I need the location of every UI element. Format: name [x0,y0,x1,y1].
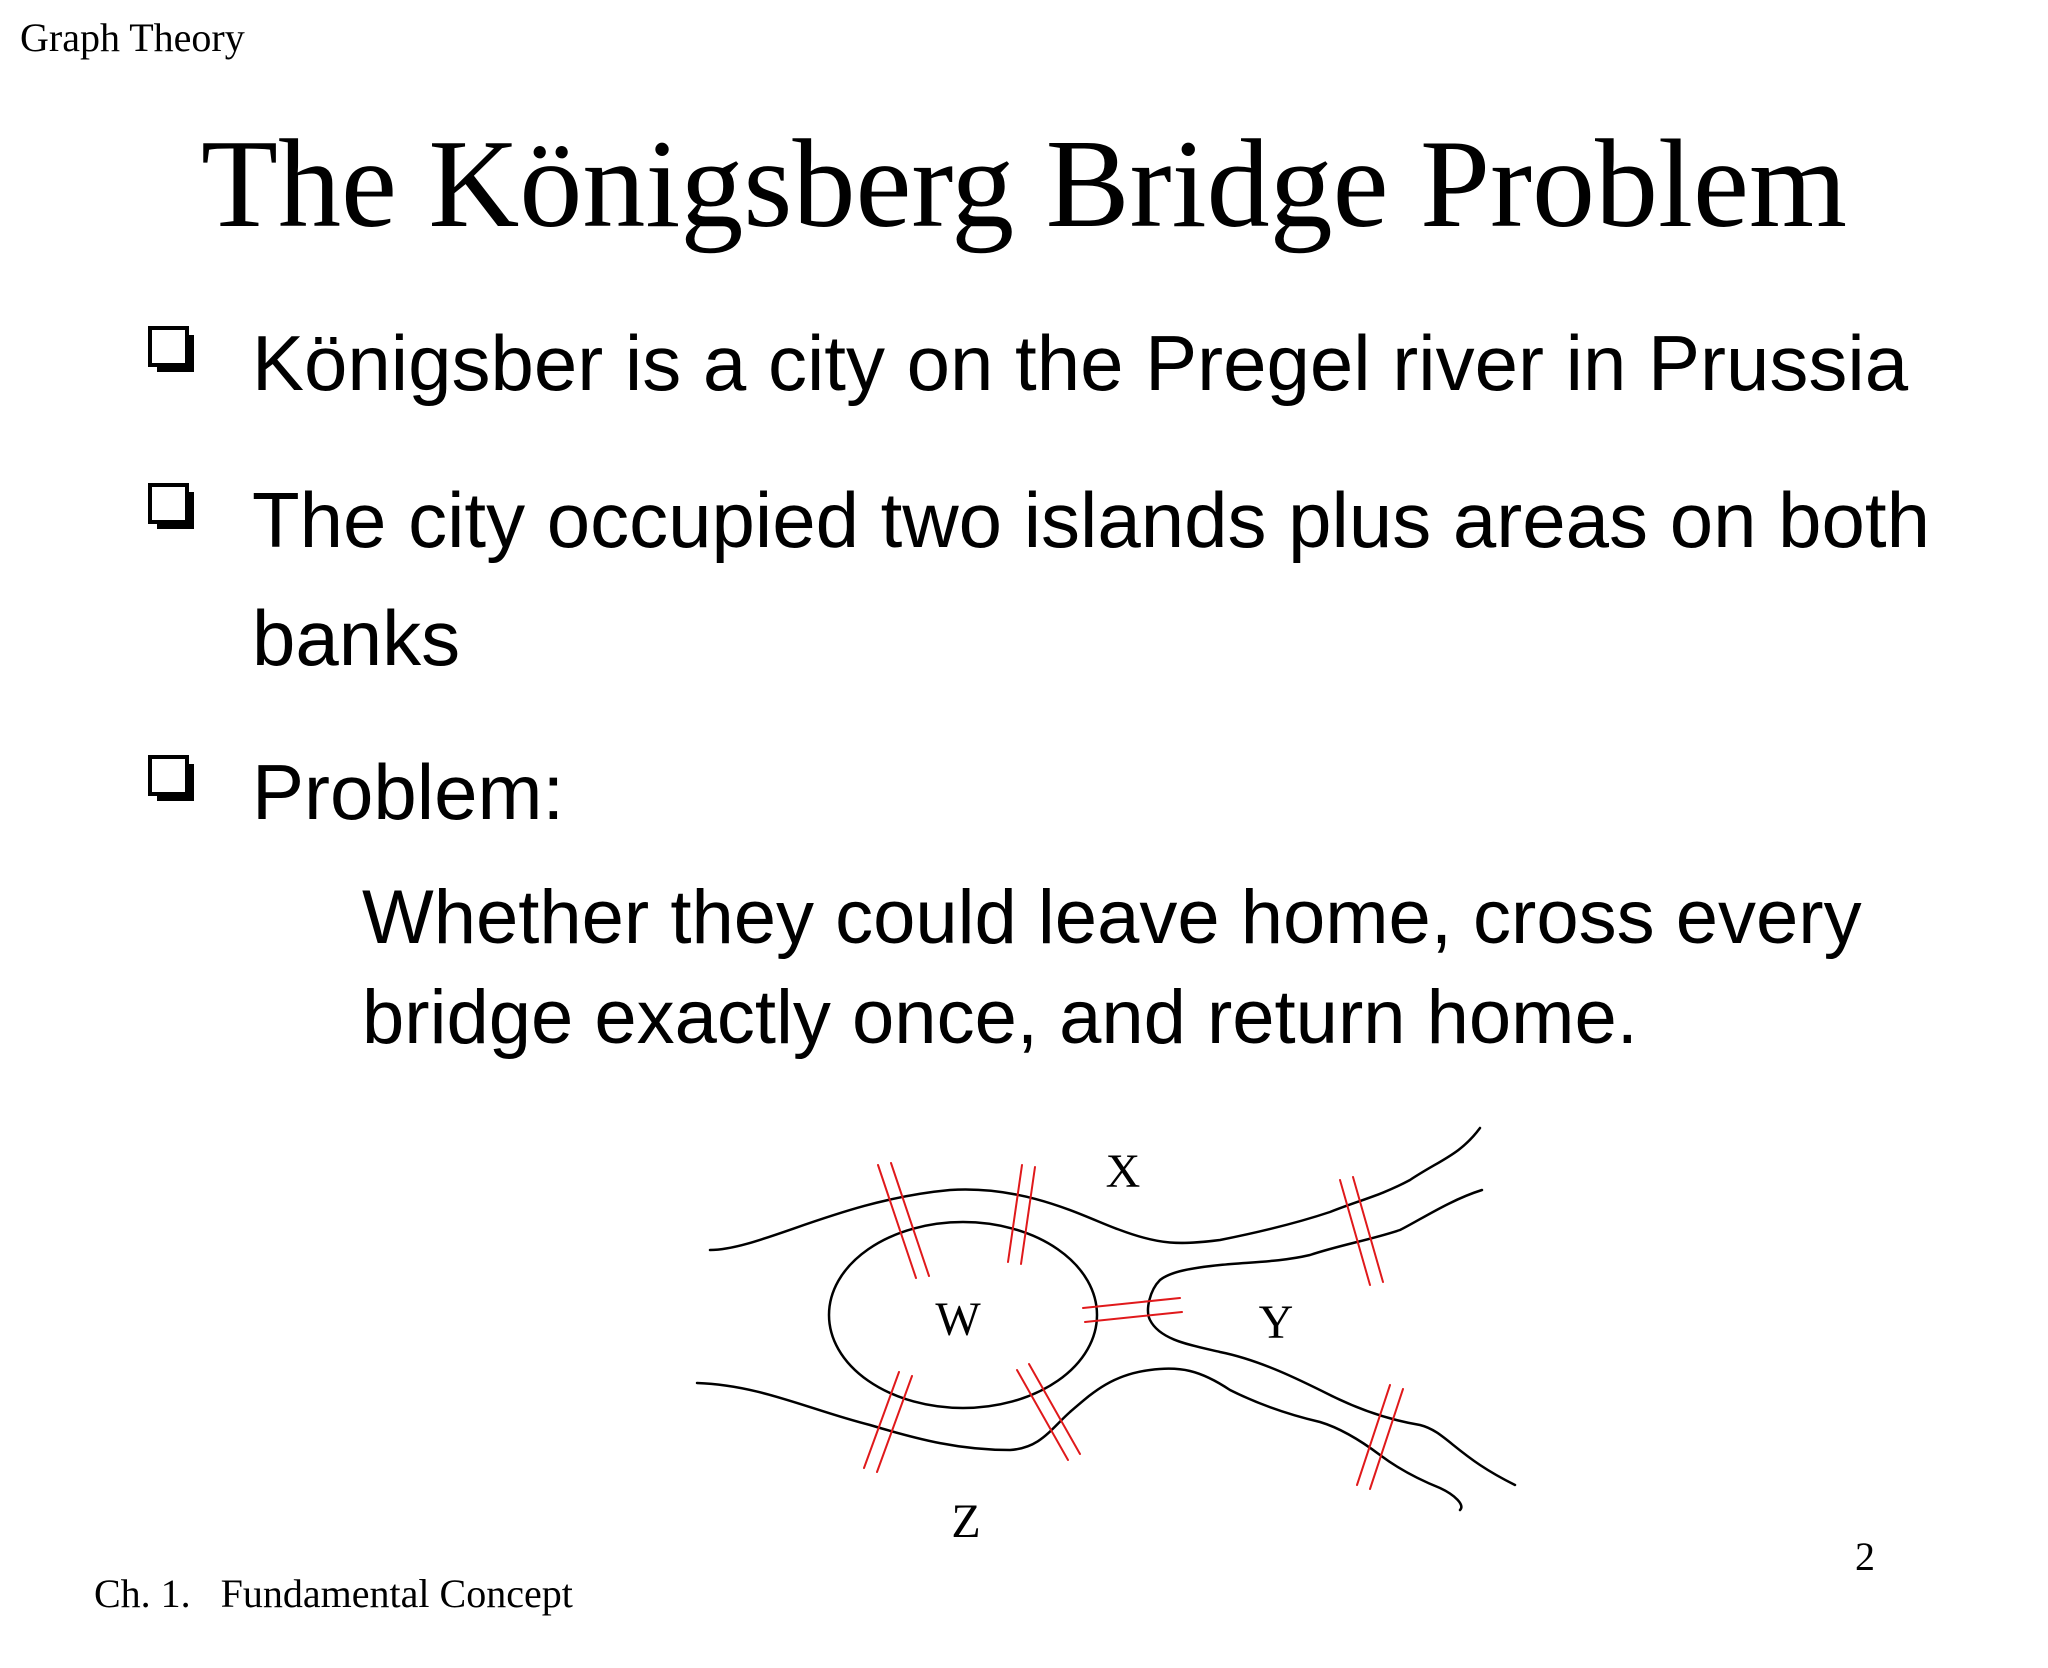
land-label-x: X [1105,1145,1141,1198]
bridge-4-rail [1340,1180,1370,1285]
bridge-3-rail [1085,1312,1182,1322]
bullet-item-3 [148,733,1998,851]
problem-statement: Whether they could leave home, cross every bridge exactly once, and return home. [362,875,1862,1060]
upper-arm-shoreline [1148,1190,1515,1485]
north-bank-shoreline [710,1128,1480,1250]
bullet-item-1 [148,304,1998,422]
bridge-2-rail [1021,1167,1035,1264]
bridge-4-rail [1353,1177,1383,1282]
checkbox-bullet-icon [148,755,196,803]
course-header: Graph Theory [20,15,245,60]
page-number: 2 [1855,1534,1875,1579]
bullet-item-2 [148,461,1998,697]
bridge-5-rail [864,1372,899,1468]
land-label-y: Y [1258,1296,1294,1349]
land-label-w: W [935,1293,981,1346]
south-bank-shoreline [697,1369,1461,1510]
bridge-7-rail [1370,1389,1403,1489]
chapter-footer: Ch. 1. Fundamental Concept [94,1571,573,1616]
bridge-7-rail [1357,1385,1390,1485]
konigsberg-bridges-diagram [680,1110,1520,1550]
slide-title: The Königsberg Bridge Problem [201,115,1847,254]
bullet-text: The city occupied two islands plus areas on both banks [252,476,1930,682]
checkbox-bullet-icon [148,326,196,374]
bridge-3-rail [1083,1298,1180,1308]
bridge-2-rail [1008,1165,1022,1262]
bullet-text: Königsber is a city on the Pregel river in Prussia [252,319,1909,407]
land-label-z: Z [951,1495,981,1548]
checkbox-bullet-icon [148,483,196,531]
bullet-text: Problem: [252,748,565,836]
